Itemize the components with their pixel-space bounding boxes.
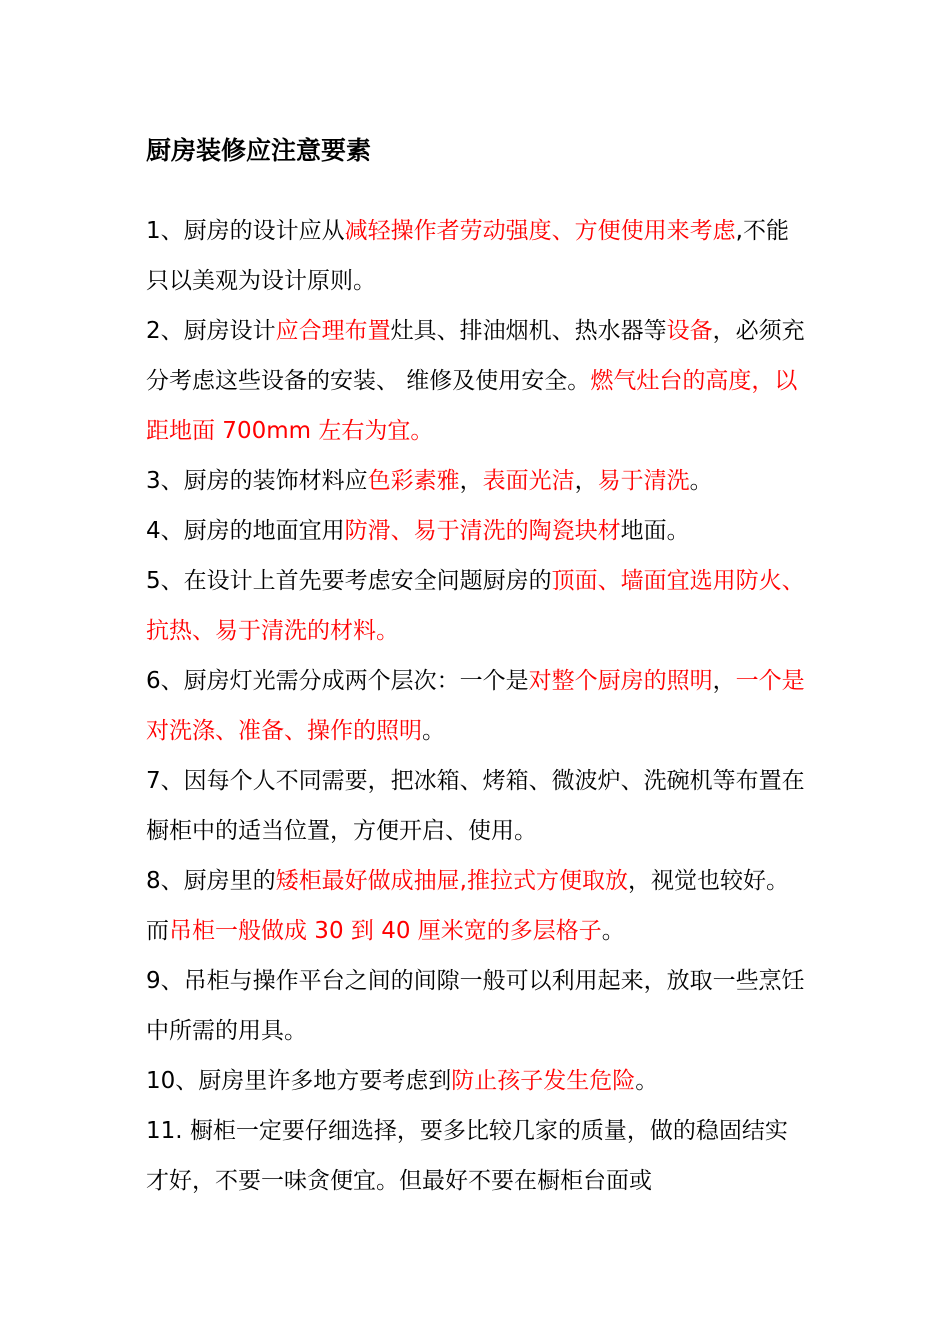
highlighted-text: 顶面、墙面宜选用防火、抗热、易于清洗的材料。 (146, 568, 805, 644)
body-text: 地面。 (620, 518, 690, 544)
body-text: ， (574, 468, 598, 494)
body-text: ，视觉也较好。而 (146, 868, 789, 944)
highlighted-text: 对整个厨房的照明 (528, 668, 713, 694)
body-text: 5、在设计上首先要考虑安全问题厨房的 (146, 568, 552, 594)
body-text: 灶具、排油烟机、热水器等 (390, 318, 667, 344)
body-text: 1、厨房的设计应从 (146, 218, 345, 244)
highlighted-text: 易于清洗 (597, 468, 690, 494)
body-text: 9、吊柜与操作平台之间的间隙一般可以利用起来，放取一些烹饪中所需的用具。 (146, 968, 805, 1044)
paragraph-5 (146, 556, 806, 656)
body-text: 3、厨房的装饰材料应 (146, 468, 368, 494)
body-text: 10、厨房里许多地方要考虑到 (146, 1068, 452, 1094)
paragraph-1 (146, 206, 806, 306)
paragraph-2 (146, 306, 806, 456)
paragraph-4 (146, 506, 806, 556)
body-text: ， (459, 468, 483, 494)
highlighted-text: 色彩素雅 (367, 468, 460, 494)
body-text: ，必须充分考虑这些设备的安装、 维修及使用安全。 (146, 318, 805, 394)
highlighted-text: 表面光洁 (482, 468, 575, 494)
highlighted-text: 防止孩子发生危险 (451, 1068, 636, 1094)
highlighted-text: 减轻操作者劳动强度、方便使用来考虑 (344, 218, 736, 244)
body-text: 11. 橱柜一定要仔细选择，要多比较几家的质量，做的稳固结实才好，不要一味贪便宜。但最好不要在橱柜台面或 (146, 1118, 788, 1194)
body-text: 。 (601, 918, 625, 944)
highlighted-text: 矮柜最好做成抽屉,推拉式方便取放 (275, 868, 628, 894)
paragraph-10 (146, 1056, 806, 1106)
paragraph-9 (146, 956, 806, 1056)
highlighted-text: 设备 (666, 318, 713, 344)
paragraph-list (146, 206, 806, 1206)
body-text: 4、厨房的地面宜用 (146, 518, 345, 544)
body-text: 。 (689, 468, 713, 494)
paragraph-11 (146, 1106, 806, 1206)
paragraph-7 (146, 756, 806, 856)
highlighted-text: 应合理布置 (275, 318, 391, 344)
body-text: 7、因每个人不同需要，把冰箱、烤箱、微波炉、洗碗机等布置在橱柜中的适当位置，方便开启、使用。 (146, 768, 805, 844)
document-title: 厨房装修应注意要素 (146, 136, 372, 165)
paragraph-6 (146, 656, 806, 756)
body-text: 6、厨房灯光需分成两个层次：一个是 (146, 668, 529, 694)
highlighted-text: 燃气灶台的高度，以距地面 700mm 左右为宜。 (146, 368, 798, 444)
highlighted-text: 一个是对洗涤、准备、操作的照明 (146, 668, 805, 744)
document-page (146, 132, 806, 1206)
body-text: ， (712, 668, 736, 694)
highlighted-text: 吊柜一般做成 30 到 40 厘米宽的多层格子 (169, 918, 602, 944)
body-text: ,不能只以美观为设计原则。 (146, 218, 789, 294)
highlighted-text: 防滑、易于清洗的陶瓷块材 (344, 518, 621, 544)
body-text: 。 (635, 1068, 659, 1094)
body-text: 8、厨房里的 (146, 868, 276, 894)
paragraph-8 (146, 856, 806, 956)
body-text: 2、厨房设计 (146, 318, 276, 344)
paragraph-3 (146, 456, 806, 506)
body-text: 。 (422, 718, 445, 744)
